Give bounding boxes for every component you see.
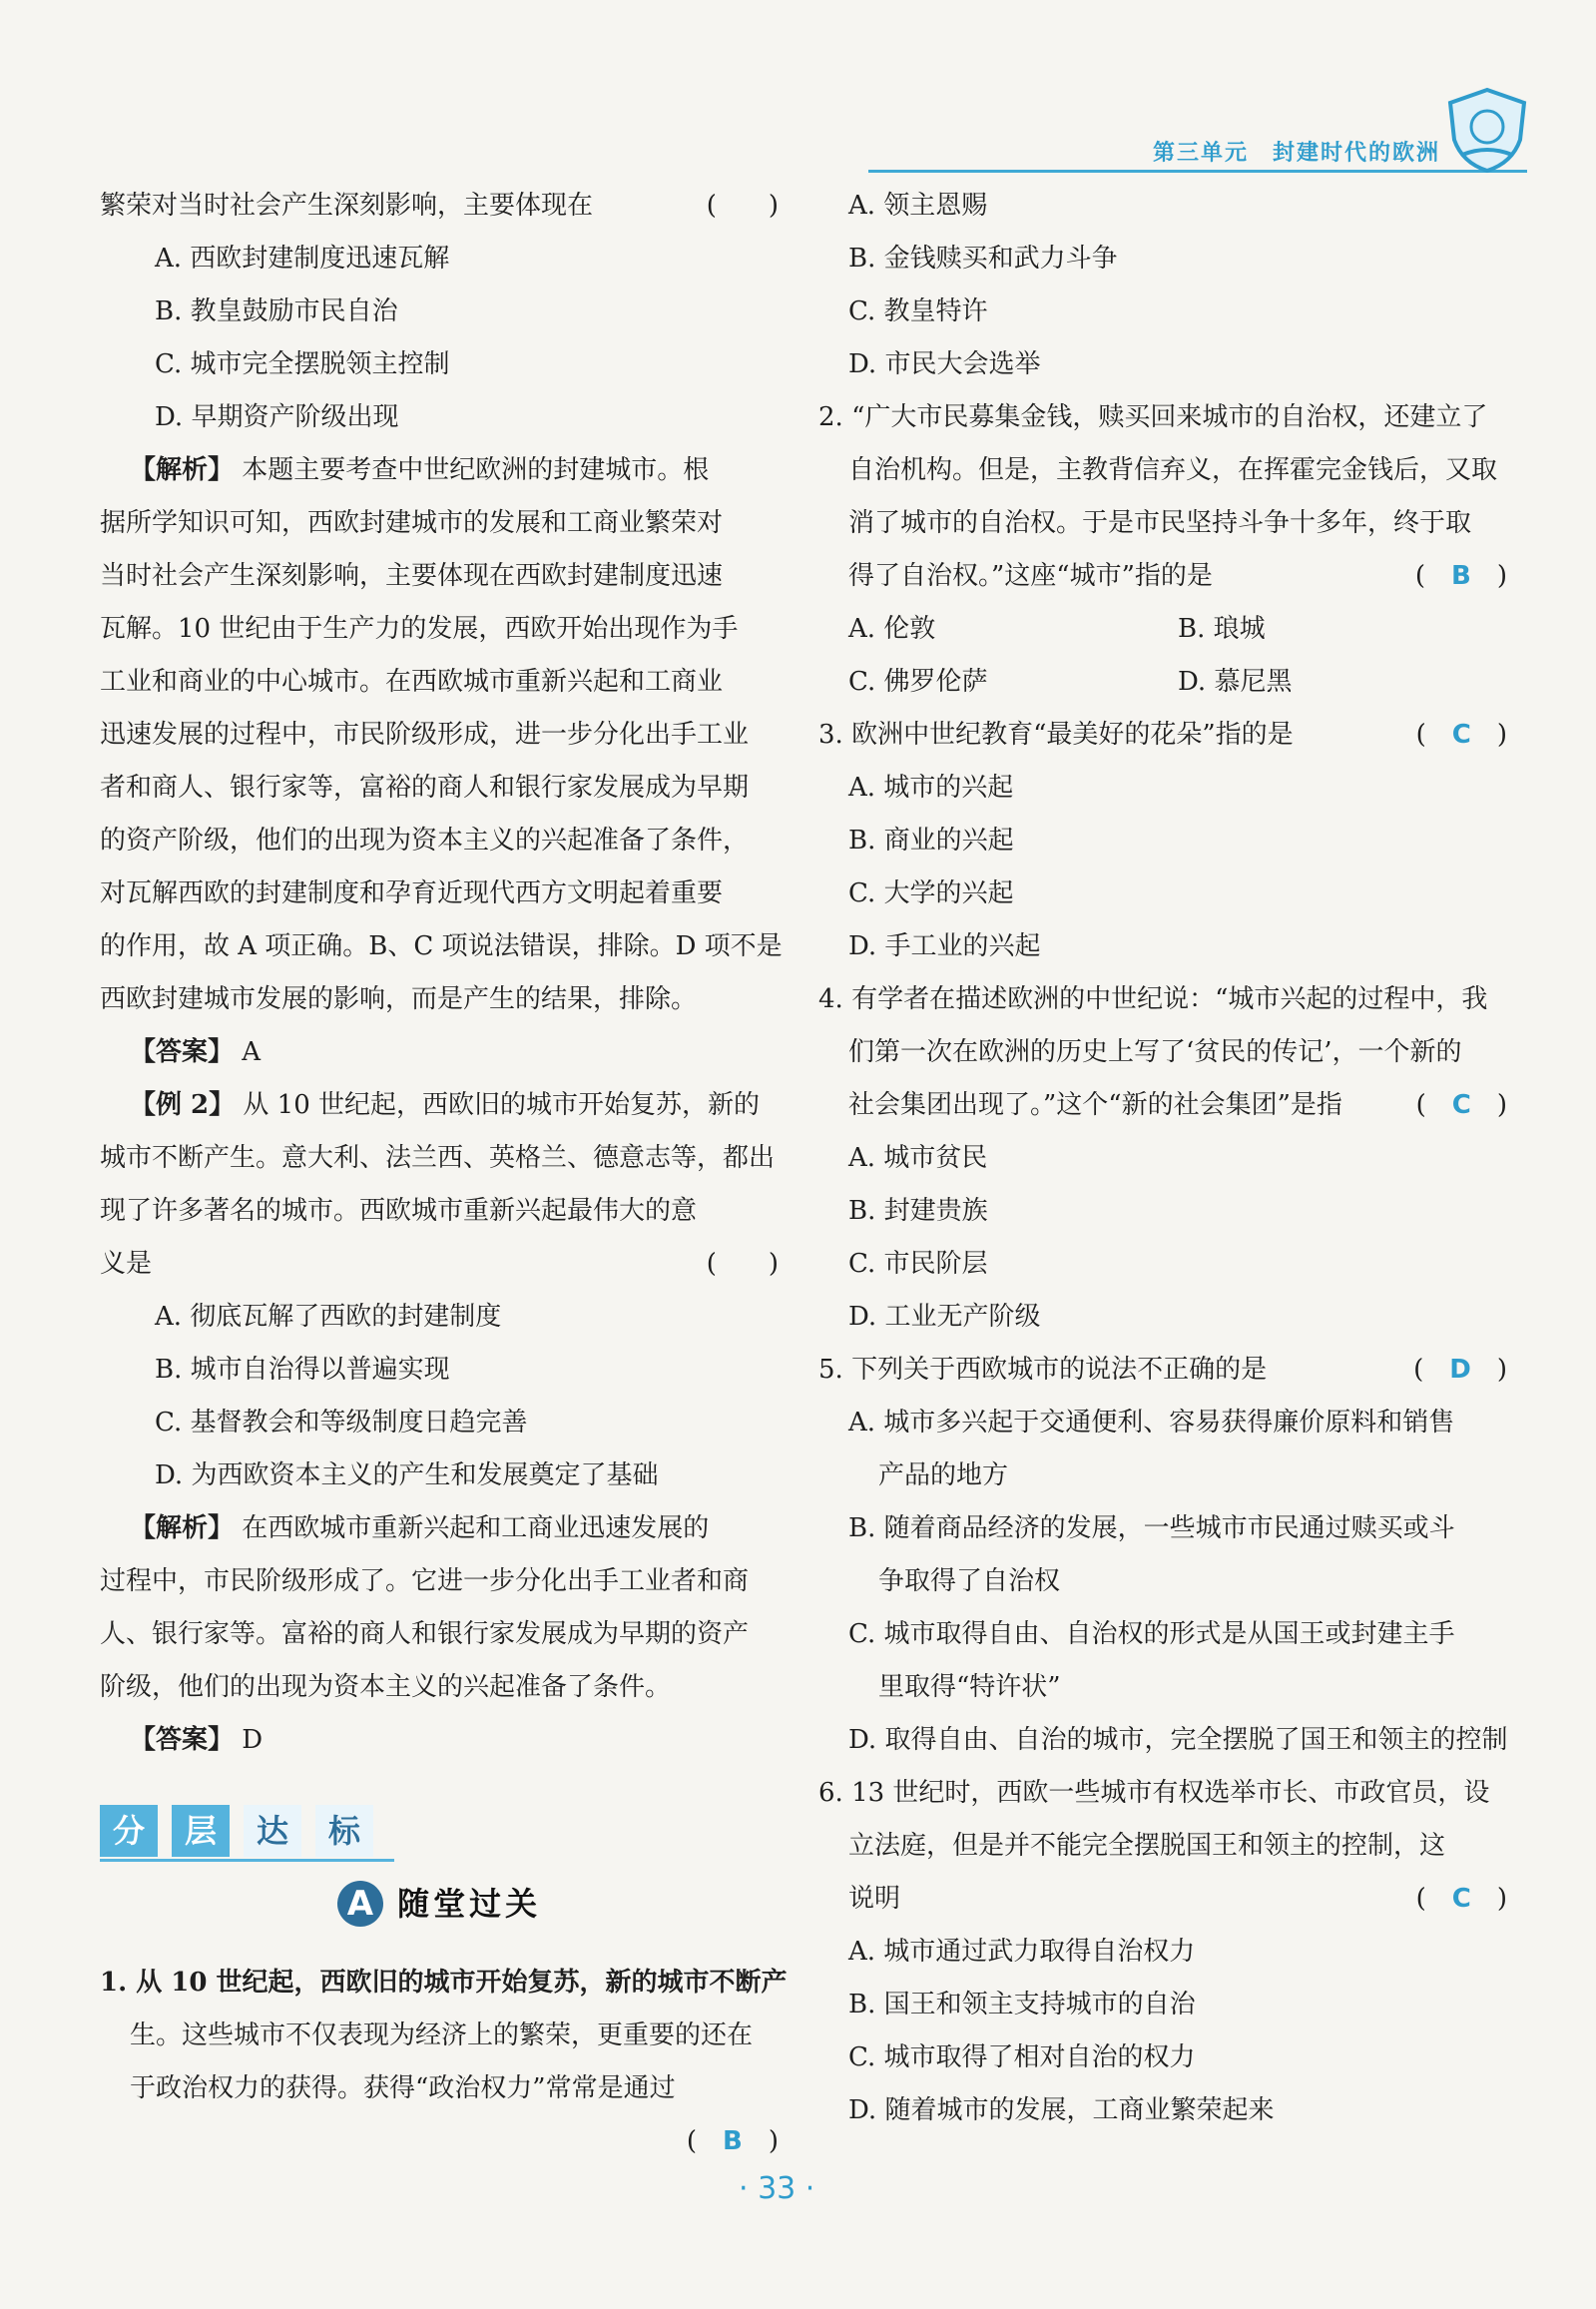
analysis-line: 阶级，他们的出现为资本主义的兴起准备了条件。 (100, 1672, 672, 1702)
analysis-tag: 【解析】 (130, 455, 235, 485)
q2-options-row: A. 伦敦 B. 琅城 (848, 614, 1266, 644)
header-text: 第三单元 封建时代的欧洲 (1153, 141, 1441, 166)
analysis-line: 当时社会产生深刻影响，主要体现在西欧封建制度迅速 (100, 561, 724, 591)
example-tag: 【例 2】 (130, 1090, 236, 1120)
analysis-line: 的作用，故 A 项正确。B、C 项说法错误，排除。D 项不是 (100, 931, 783, 961)
option-b-cont: 争取得了自治权 (878, 1566, 1061, 1596)
q1-stem: 生。这些城市不仅表现为经济上的繁荣，更重要的还在 (130, 2020, 754, 2050)
q6-stem: 立法庭，但是并不能完全摆脱国王和领主的控制，这 (848, 1831, 1446, 1861)
q5-stem: 5. 下列关于西欧城市的说法不正确的是 ( D ) (818, 1355, 1507, 1385)
banner-char: 分 (100, 1805, 158, 1857)
option-b: B. 商业的兴起 (848, 826, 1014, 856)
option-c: C. 城市取得了相对自治的权力 (848, 2042, 1196, 2072)
q4-stem: 4. 有学者在描述欧洲的中世纪说：“城市兴起的过程中，我 (818, 984, 1488, 1014)
analysis-2-first: 【解析】 在西欧城市重新兴起和工商业迅速发展的 (130, 1513, 710, 1543)
q2-stem: 消了城市的自治权。于是市民坚持斗争十多年，终于取 (848, 508, 1472, 538)
q1-stem: 1. 从 10 世纪起，西欧旧的城市开始复苏，新的城市不断产 (100, 1968, 788, 1998)
header-rule (868, 170, 1527, 173)
q4-stem: 社会集团出现了。”这个“新的社会集团”是指 ( C ) (848, 1090, 1507, 1120)
option-a: A. 西欧封建制度迅速瓦解 (155, 244, 450, 274)
option-c: C. 市民阶层 (848, 1249, 988, 1279)
option-b: B. 金钱赎买和武力斗争 (848, 244, 1118, 274)
analysis-line: 迅速发展的过程中，市民阶级形成，进一步分化出手工业 (100, 720, 750, 750)
analysis-line: 者和商人、银行家等，富裕的商人和银行家发展成为早期 (100, 773, 750, 803)
option-a: A. 彻底瓦解了西欧的封建制度 (155, 1302, 502, 1332)
school-badge-icon (1442, 85, 1532, 175)
right-column (818, 180, 1507, 2137)
answer-2: 【答案】 D (130, 1725, 264, 1755)
level-letter-icon: A (337, 1881, 383, 1927)
q6-stem: 说明 ( C ) (848, 1884, 1507, 1914)
option-b: B. 城市自治得以普遍实现 (155, 1355, 450, 1385)
q2-stem: 得了自治权。”这座“城市”指的是 ( B ) (848, 561, 1507, 591)
analysis-line: 瓦解。10 世纪由于生产力的发展，西欧开始出现作为手 (100, 614, 739, 644)
option-c: C. 教皇特许 (848, 296, 988, 326)
answer-1: 【答案】 A (130, 1037, 262, 1067)
q4-stem: 们第一次在欧洲的历史上写了‘贫民的传记’，一个新的 (848, 1037, 1462, 1067)
option-b: B. 封建贵族 (848, 1196, 988, 1226)
banner-char: 层 (172, 1805, 230, 1857)
analysis-line: 人、银行家等。富裕的商人和银行家发展成为早期的资产 (100, 1619, 750, 1649)
sub-section-title: A 随堂过关 (100, 1877, 779, 1957)
option-d: D. 取得自由、自治的城市，完全摆脱了国王和领主的控制 (848, 1725, 1508, 1755)
q1-answer: ( B ) (686, 2126, 779, 2156)
page-number: · 33 · (739, 2171, 815, 2206)
analysis-line: 据所学知识可知，西欧封建城市的发展和工商业繁荣对 (100, 508, 724, 538)
banner-char: 达 (244, 1805, 301, 1857)
option-d: D. 早期资产阶级出现 (155, 402, 399, 432)
option-c: C. 大学的兴起 (848, 878, 1014, 908)
answer-bracket: ( ) (706, 191, 779, 221)
banner-char: 标 (315, 1805, 373, 1857)
q3-stem: 3. 欧洲中世纪教育“最美好的花朵”指的是 ( C ) (818, 720, 1507, 750)
option-a-cont: 产品的地方 (878, 1460, 1009, 1490)
option-d: D. 工业无产阶级 (848, 1302, 1041, 1332)
answer-bracket: ( ) (706, 1249, 779, 1279)
example-line: 城市不断产生。意大利、法兰西、英格兰、德意志等，都出 (100, 1143, 776, 1173)
analysis-line: 过程中，市民阶级形成了。它进一步分化出手工业者和商 (100, 1566, 750, 1596)
analysis-1-first: 【解析】 本题主要考查中世纪欧洲的封建城市。根 (130, 455, 710, 485)
q2-stem: 2. “广大市民募集金钱，赎买回来城市的自治权，还建立了 (818, 402, 1488, 432)
option-a: A. 城市多兴起于交通便利、容易获得廉价原料和销售 (848, 1408, 1455, 1438)
option-b: B. 随着商品经济的发展，一些城市市民通过赎买或斗 (848, 1513, 1455, 1543)
q1-stem: 于政治权力的获得。获得“政治权力”常常是通过 (130, 2073, 676, 2103)
analysis-line: 西欧封建城市发展的影响，而是产生的结果，排除。 (100, 984, 698, 1014)
option-a: A. 领主恩赐 (848, 191, 988, 221)
option-a: A. 城市的兴起 (848, 773, 1014, 803)
option-d: D. 手工业的兴起 (848, 931, 1041, 961)
question-stem: 繁荣对当时社会产生深刻影响，主要体现在 ( ) (100, 180, 779, 233)
option-c: C. 城市完全摆脱领主控制 (155, 349, 450, 379)
option-b: B. 国王和领主支持城市的自治 (848, 1990, 1196, 2020)
left-column (100, 180, 788, 2168)
option-c-cont: 里取得“特许状” (878, 1672, 1061, 1702)
q2-options-row: C. 佛罗伦萨 D. 慕尼黑 (848, 667, 1293, 697)
q6-stem: 6. 13 世纪时，西欧一些城市有权选举市长、市政官员，设 (818, 1778, 1490, 1808)
option-a: A. 城市贫民 (848, 1143, 988, 1173)
option-a: A. 城市通过武力取得自治权力 (848, 1937, 1196, 1967)
option-d: D. 市民大会选举 (848, 349, 1041, 379)
analysis-line: 对瓦解西欧的封建制度和孕育近现代西方文明起着重要 (100, 878, 724, 908)
option-c: C. 基督教会和等级制度日趋完善 (155, 1408, 528, 1438)
analysis-line: 的资产阶级，他们的出现为资本主义的兴起准备了条件， (100, 826, 750, 856)
option-c: C. 城市取得自由、自治权的形式是从国王或封建主手 (848, 1619, 1455, 1649)
example-line: 义是 ( ) (100, 1238, 779, 1291)
section-banner (100, 1787, 779, 1877)
example-line: 现了许多著名的城市。西欧城市重新兴起最伟大的意 (100, 1196, 698, 1226)
option-d: D. 随着城市的发展，工商业繁荣起来 (848, 2095, 1275, 2125)
option-b: B. 教皇鼓励市民自治 (155, 296, 398, 326)
example-2-first: 【例 2】 从 10 世纪起，西欧旧的城市开始复苏，新的 (130, 1090, 761, 1120)
q2-stem: 自治机构。但是，主教背信弃义，在挥霍完金钱后，又取 (848, 455, 1498, 485)
analysis-line: 工业和商业的中心城市。在西欧城市重新兴起和工商业 (100, 667, 724, 697)
option-d: D. 为西欧资本主义的产生和发展奠定了基础 (155, 1460, 659, 1490)
